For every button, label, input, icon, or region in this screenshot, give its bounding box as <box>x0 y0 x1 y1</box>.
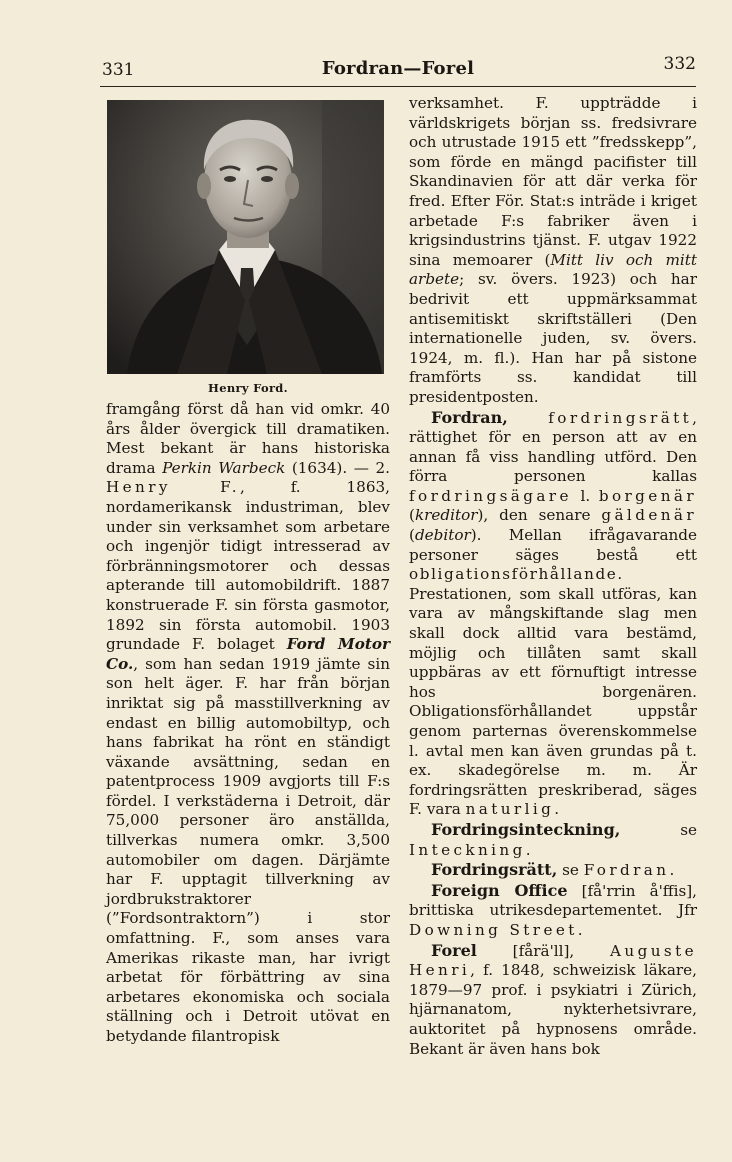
text-run: . Prestationen, som skall utföras, kan vara av mångskiftande slag men skall dock alltid vara bestämd, möjlig och tillåten samt skall uppbäras av ett förnuftigt intresse hos borgenären. Obligationsförhållandet uppstår genom parternas överenskommelse l. avtal men kan även grundas på t. ex. skadegörelse m. m. Är fordringsrätten preskriberad, säges F. vara <box>409 565 697 819</box>
text-run: ). Mellan ifrågavarande personer säges bestå ett <box>409 526 697 564</box>
headword: Fordran, <box>431 407 508 427</box>
headword: Fordringsinteckning, <box>431 819 621 839</box>
text-run-italic: debitor <box>414 526 471 545</box>
entry-fordringsratt <box>409 860 697 881</box>
running-title: Fordran—Forel <box>321 58 475 79</box>
ford-article-continued <box>106 400 390 1047</box>
header-rule <box>100 86 696 87</box>
text-run-spaced: naturlig <box>465 800 555 819</box>
text-run-spaced: Henry F. <box>106 478 240 497</box>
entry-fordran <box>409 408 697 820</box>
text-run-spaced: borgenär <box>598 486 697 505</box>
text-run: . <box>669 861 675 880</box>
text-run: ( <box>409 526 415 545</box>
text-run: . <box>525 840 531 859</box>
text-run: (1634). — 2. <box>285 458 390 477</box>
text-run-spaced: fordringsägare <box>409 486 572 505</box>
cross-reference: Downing Street <box>409 920 578 939</box>
page-number-left: 331 <box>102 60 135 80</box>
text-run: se <box>620 820 697 839</box>
text-run-italic: kreditor <box>414 506 478 525</box>
text-run: verksamhet. F. uppträdde i världskrigets början ss. fredsivrare och utrustade 1915 ett ”fredsskepp”, som förde en mängd pacifister till Skandinavien för att där verka för fred. Efter För. Stat:s inträde i kriget arbetade F:s fabriker även i krigsindustrins tjänst. F. utgav 1922 sina memoarer ( <box>409 94 697 269</box>
text-run: [få'rrin å'ffis], brittiska utrikesdepartementet. Jfr <box>409 881 697 920</box>
ford-article-end <box>409 94 697 408</box>
headword: Fordringsrätt, <box>431 860 558 880</box>
text-run: ; sv. övers. 1923) och har bedrivit ett uppmärksammat antisemitiskt skriftställeri (Den internationelle juden, sv. övers. 1924, m. fl.). Han har på sistone framförts ss. kandidat till presidentposten. <box>409 270 697 406</box>
text-run: se <box>557 861 584 880</box>
text-run-italic: Mitt liv och mitt arbete <box>409 250 697 289</box>
text-run: l. <box>571 486 599 505</box>
portrait-photo <box>107 100 384 374</box>
text-run-spaced: gäldenär <box>601 506 697 525</box>
entry-forel <box>409 941 697 1060</box>
text-run: , f. 1863, nordamerikansk industriman, blev under sin verksamhet som arbetare och ingenjör tidigt intresserad av förbränningsmotorer och dessas apterande till automobildrift. 1887 konstruerade F. sin första gasmotor, 1892 sin första automobil. 1903 grundade F. bolaget <box>106 478 390 654</box>
text-run: [fårä'll], <box>476 941 611 960</box>
right-column <box>409 94 697 1059</box>
text-run: , f. 1848, schweizisk läkare, 1879—97 prof. i psykiatri i Zürich, hjärnanatom, nykterhetsivrare, auktoritet på hypnosens område. Bekant är även hans bok <box>409 961 697 1058</box>
text-run: , rättighet för en person att av en annan få viss handling utförd. Den förra personen kallas <box>409 408 697 486</box>
entry-fordringsinteckning <box>409 820 697 860</box>
text-run-spaced: obligationsförhållande <box>409 565 618 584</box>
entry-foreign-office <box>409 881 697 941</box>
text-run: , som han sedan 1919 jämte sin son helt äger. F. har från början inriktat sig på masstillverkning av endast en billig automobiltyp, och hans fabrikat ha rönt en ständigt växande avsättning, sedan en patentprocess 1909 avgjorts till F:s fördel. I verkstäderna i Detroit, där 75,000 personer äro anställda, tillverkas numera omkr. 3,500 automobiler om dagen. Därjämte har F. upptagit tillverkning av jordbrukstraktorer (”Fordsontraktorn”) i stor omfattning. F., som anses vara Amerikas rikaste man, har ivrigt arbetat för förbättring av sina arbetares ekonomiska och sociala ställning och i Detroit utövat en betydande filantropisk <box>106 654 390 1045</box>
cross-reference: Inteckning <box>409 840 526 859</box>
headword: Forel <box>431 940 477 960</box>
left-column <box>106 400 390 1047</box>
text-run-spaced: Auguste Henri <box>409 941 697 980</box>
headword: Foreign Office <box>431 880 568 900</box>
text-run: ), den senare <box>477 506 602 525</box>
text-run: framgång först då han vid omkr. 40 års ålder övergick till dramatiken. Mest bekant är hans historiska drama <box>106 400 390 477</box>
page-header <box>100 54 696 88</box>
page-number-right: 332 <box>663 54 696 74</box>
text-run-italic: Perkin Warbeck <box>162 458 286 477</box>
text-run: ( <box>409 506 415 525</box>
text-run: . <box>577 920 583 939</box>
photo-caption: Henry Ford. <box>208 381 288 395</box>
cross-reference: Fordran <box>583 861 670 880</box>
text-run-spaced: fordringsrätt <box>548 408 693 427</box>
text-run-bold-italic: Ford Motor Co. <box>106 635 390 673</box>
text-run: . <box>554 800 560 819</box>
